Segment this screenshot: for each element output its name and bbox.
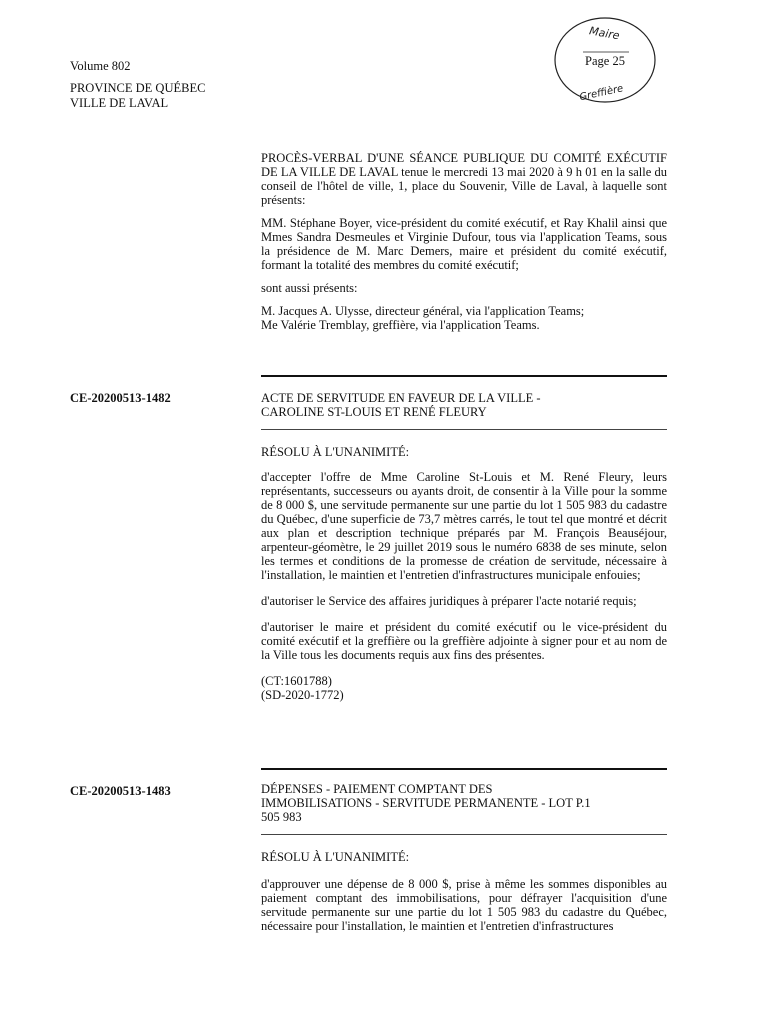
- preamble-intro: [261, 151, 667, 207]
- resolution-title-1482: [261, 391, 667, 419]
- preamble-intro-rest: tenue le mercredi 13 mai 2020 à 9 h 01 en la salle du conseil de l'hôtel de ville, 1, place du Souvenir, Ville de Laval, à laquelle sont présents:: [261, 165, 667, 207]
- resolution-body-1483: [261, 850, 667, 933]
- resolution-title-line: 505 983: [261, 810, 302, 824]
- resolution-paragraph: d'autoriser le maire et président du comité exécutif ou le vice-président du comité exécutif et la greffière ou la greffière adjointe à signer pour et au nom de la Ville tous les documents requis aux fins des présentes.: [261, 620, 667, 662]
- page-seal: [553, 16, 657, 104]
- resolution-title-line: IMMOBILISATIONS - SERVITUDE PERMANENTE - LOT P.1: [261, 796, 591, 810]
- volume-number: Volume 802: [70, 59, 131, 73]
- section-divider: [261, 375, 667, 377]
- also-present-label: sont aussi présents:: [261, 281, 358, 295]
- page-number: Page 25: [585, 54, 625, 68]
- title-divider: [261, 429, 667, 430]
- cost-reference: (CT:1601788): [261, 674, 332, 688]
- resolution-body-1482: [261, 445, 667, 702]
- seal-bottom-text: Greffière: [578, 83, 625, 104]
- resolution-paragraph: d'accepter l'offre de Mme Caroline St-Louis et M. René Fleury, leurs représentants, successeurs ou ayants droit, de consentir à la Ville pour la somme de 8 000 $, une servitude permanente sur une partie du lot 1 505 983 du cadastre du Québec, d'une superficie de 73,7 mètres carrés, le tout tel que montré et décrit aux plan et description technique préparés par M. François Beauséjour, arpenteur-géomètre, le 29 juillet 2019 sous le numéro 6838 de ses minute, selon les termes et conditions de la promesse de création de servitude, nécessaire à l'installation, le maintien et l'entretien d'infrastructures municipale enfouies;: [261, 470, 667, 582]
- resolution-id-1482: CE-20200513-1482: [70, 391, 171, 405]
- preamble-title: PROCÈS-VERBAL D'UNE SÉANCE PUBLIQUE DU COMITÉ EXÉCUTIF DE LA VILLE DE LAVAL: [261, 151, 667, 179]
- province-label: PROVINCE DE QUÉBEC: [70, 81, 206, 95]
- resolved-label: RÉSOLU À L'UNANIMITÉ:: [261, 850, 410, 864]
- title-divider: [261, 834, 667, 835]
- file-reference: (SD-2020-1772): [261, 688, 344, 702]
- officer-line-2: Me Valérie Tremblay, greffière, via l'application Teams.: [261, 318, 540, 332]
- resolution-title-1483: [261, 782, 667, 824]
- city-label: VILLE DE LAVAL: [70, 96, 169, 110]
- preamble: [261, 151, 667, 332]
- officer-line-1: M. Jacques A. Ulysse, directeur général, via l'application Teams;: [261, 304, 585, 318]
- section-divider: [261, 768, 667, 770]
- resolution-title-line: DÉPENSES - PAIEMENT COMPTANT DES: [261, 782, 493, 796]
- resolution-paragraph: d'approuver une dépense de 8 000 $, prise à même les sommes disponibles au paiement comptant des immobilisations, pour défrayer l'acquisition d'une servitude permanente sur une partie du lot 1 505 983 du cadastre du Québec, nécessaire pour l'installation, le maintien et l'entretien d'infrastructures: [261, 877, 667, 933]
- resolved-label: RÉSOLU À L'UNANIMITÉ:: [261, 445, 410, 459]
- resolution-id-1483: CE-20200513-1483: [70, 784, 171, 798]
- resolution-paragraph: d'autoriser le Service des affaires juridiques à préparer l'acte notarié requis;: [261, 594, 637, 608]
- resolution-title-line: ACTE DE SERVITUDE EN FAVEUR DE LA VILLE -: [261, 391, 541, 405]
- members-paragraph: MM. Stéphane Boyer, vice-président du comité exécutif, et Ray Khalil ainsi que Mmes Sandra Desmeules et Virginie Dufour, tous via l'application Teams, sous la présidence de M. Marc Demers, maire et président du comité exécutif, formant la totalité des membres du comité exécutif;: [261, 216, 667, 272]
- seal-top-text: Maire: [588, 24, 621, 43]
- resolution-title-line: CAROLINE ST-LOUIS ET RENÉ FLEURY: [261, 405, 487, 419]
